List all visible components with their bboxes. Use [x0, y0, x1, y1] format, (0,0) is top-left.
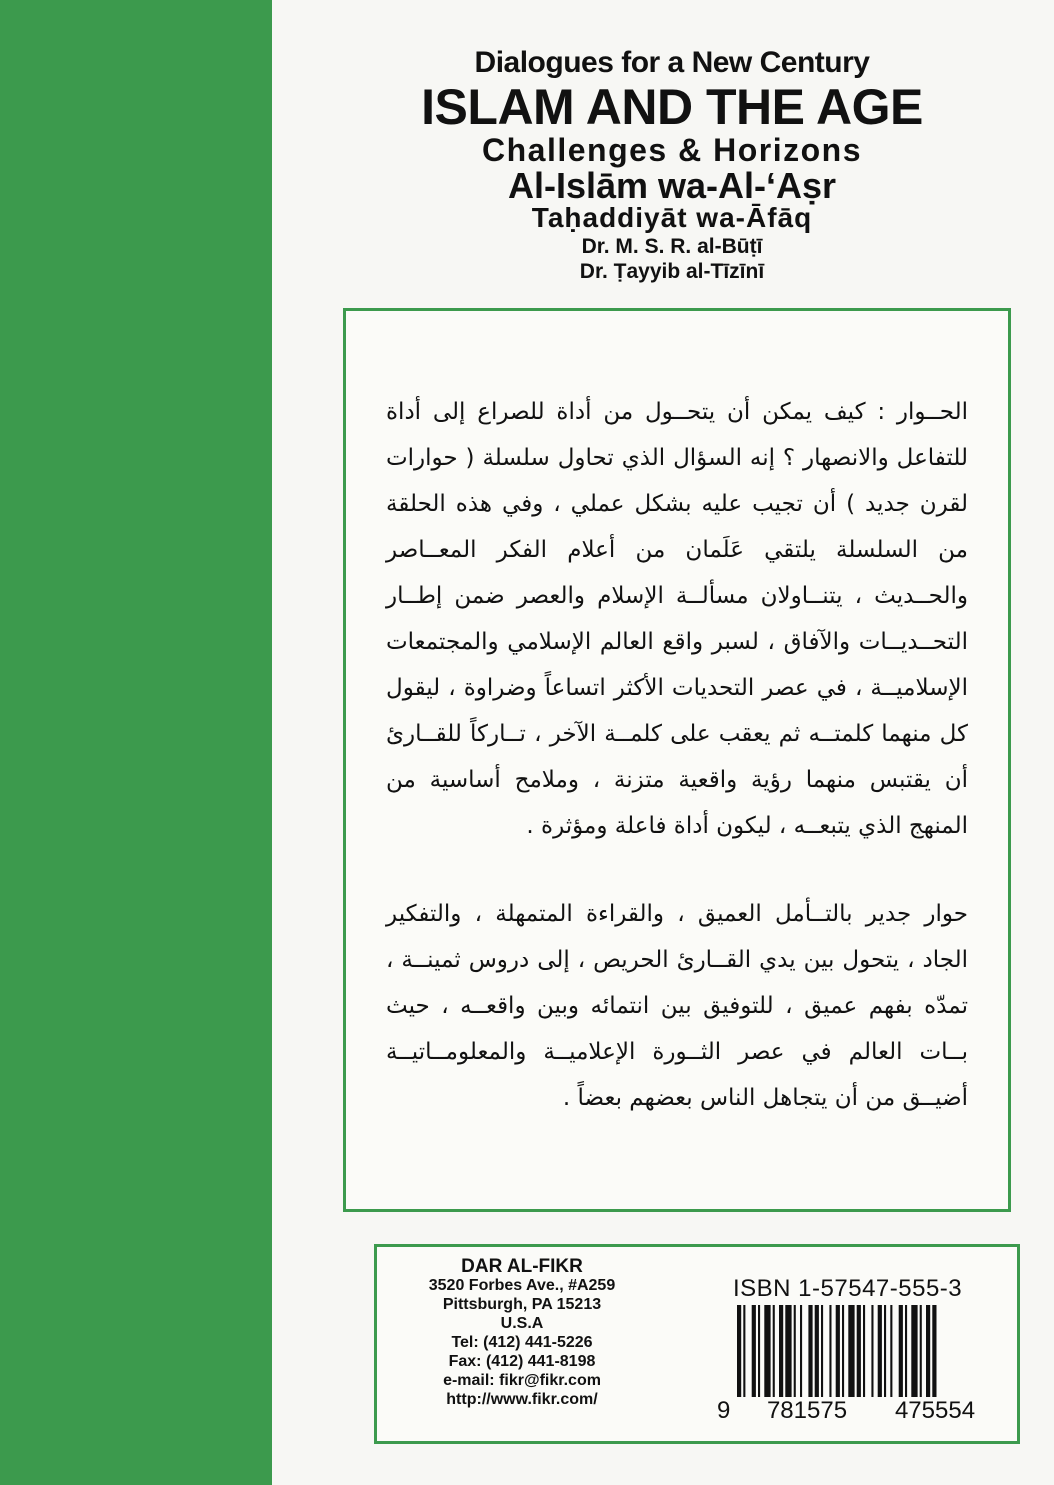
cover-header [290, 40, 1054, 282]
publisher-info-box [374, 1244, 1020, 1444]
publisher-fax: Fax: (412) 441-8198 [448, 1353, 596, 1370]
ean-right-group: 475554 [894, 1397, 976, 1424]
series-title: Dialogues for a New Century [474, 46, 870, 79]
ean-left-group: 781575 [766, 1397, 848, 1424]
book-subtitle: Challenges & Horizons [482, 132, 862, 168]
description-paragraph: الحــوار : كيف يمكن أن يتحــول من أداة للصراع إلى أداة للتفاعل والانصهار ؟ إنه السؤال الذي تحاول سلسلة ( حوارات لقرن جديد ) أن تجيب عليه بشكل عملي ، وفي هذه الحلقة من السلسلة يلتقي عَلَمان من أعلام الفكر المعــاصر والحــديث ، يتنــاولان مسألــة الإسلام والعصر ضمن إطــار التحــديــات والآفاق ، لسبر واقع العالم الإسلامي والمجتمعات الإسلاميــة ، في عصر التحديات الأكثر اتساعاً وضراوة ، ليقول كل منهما كلمتــه ثم يعقب على كلمــة الآخر ، تــاركاً للقــارئ أن يقتبس منهما رؤية واقعية متزنة ، وملامح أساسية من المنهج الذي يتبعــه ، ليكون أداة فاعلة ومؤثرة . [386, 399, 968, 839]
publisher-address [407, 1257, 637, 1409]
publisher-website: http://www.fikr.com/ [446, 1391, 598, 1408]
publisher-city: Pittsburgh, PA 15213 [442, 1296, 602, 1313]
publisher-street: 3520 Forbes Ave., #A259 [428, 1277, 616, 1294]
transliterated-subtitle: Taḥaddiyāt wa-Āfāq [531, 202, 813, 233]
description-paragraph: حوار جدير بالتــأمل العميق ، والقراءة المتمهلة ، والتفكير الجاد ، يتحول بين يدي القــارئ الحريص ، إلى دروس ثمينــة ، تمدّه بفهم عميق ، للتوفيق بين انتمائه وبين واقعــه ، حيث بــات العالم في عصر الثــورة الإعلاميــة والمعلومــاتيــة أضيــق من أن يتجاهل الناس بعضهم بعضاً . [386, 901, 968, 1111]
barcode-icon [737, 1305, 987, 1397]
ean-digits [717, 1397, 997, 1425]
publisher-country: U.S.A [500, 1315, 544, 1332]
publisher-name: DAR AL-FIKR [461, 1256, 583, 1277]
book-title: ISLAM AND THE AGE [421, 79, 923, 135]
ean-first-digit: 9 [717, 1397, 731, 1424]
transliterated-title: Al-Islām wa-Al-‘Aṣr [507, 165, 837, 206]
author-name: Dr. M. S. R. al-Būṭī [581, 235, 763, 258]
publisher-email: e-mail: fikr@fikr.com [443, 1372, 601, 1389]
publisher-tel: Tel: (412) 441-5226 [451, 1334, 593, 1351]
description-box [343, 308, 1011, 1212]
book-spine-strip [0, 0, 272, 1485]
isbn-label: ISBN 1-57547-555-3 [733, 1275, 963, 1302]
author-name: Dr. Ṭayyib al-Tīzīnī [579, 260, 765, 283]
